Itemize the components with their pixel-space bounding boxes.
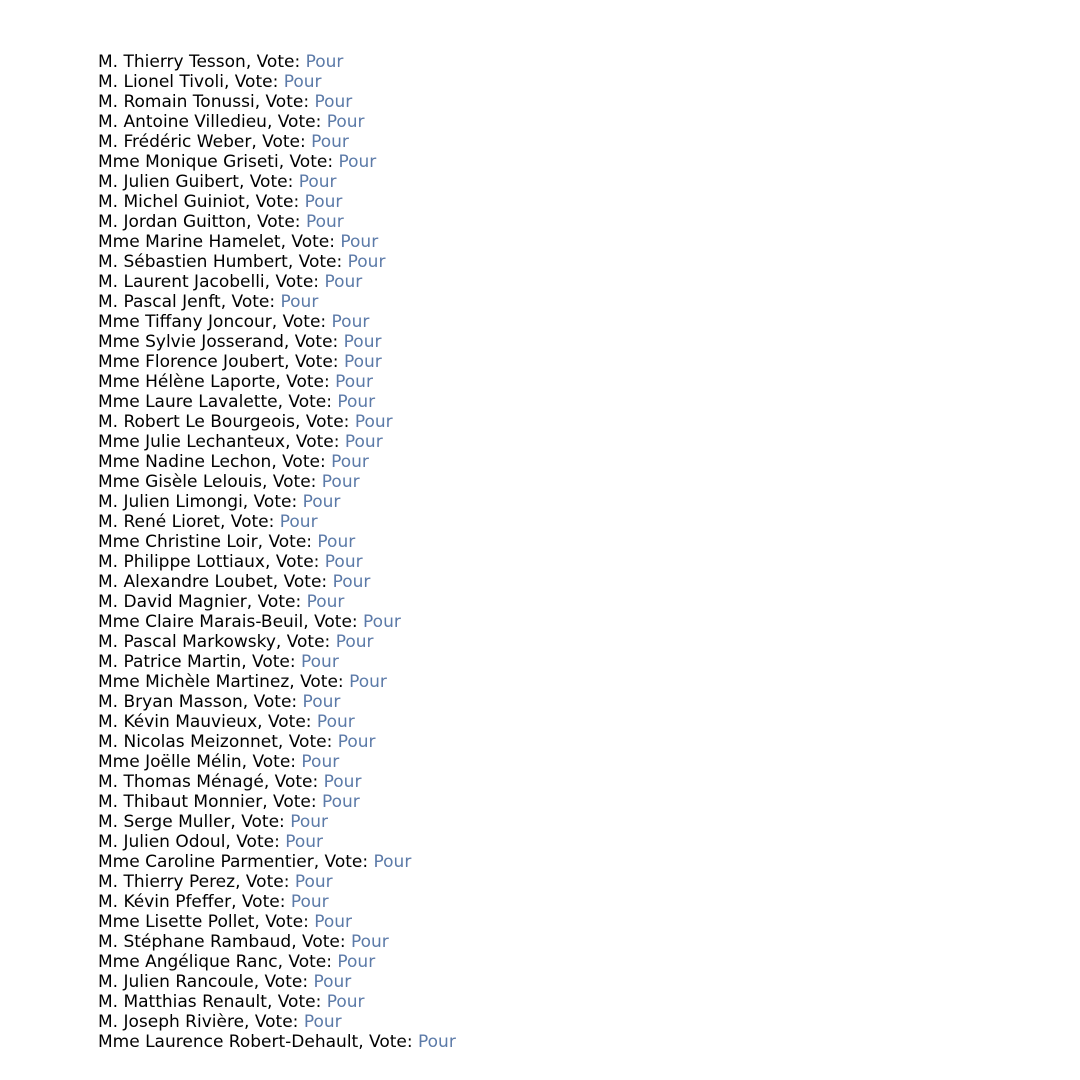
vote-label: Vote: [288, 952, 338, 972]
voter-name: M. René Lioret [98, 512, 220, 532]
vote-row [98, 552, 456, 572]
vote-separator: , [253, 972, 265, 992]
vote-row [98, 412, 456, 432]
vote-label: Vote: [249, 172, 299, 192]
voter-name: M. Alexandre Loubet [98, 572, 273, 592]
vote-label: Vote: [262, 132, 312, 152]
vote-value: Pour [305, 212, 344, 232]
vote-separator: , [266, 992, 278, 1012]
vote-row [98, 492, 456, 512]
voter-name: Mme Marine Hamelet [98, 232, 281, 252]
voter-name: M. Julien Limongi [98, 492, 243, 512]
voter-name: Mme Christine Loir [98, 532, 258, 552]
vote-label: Vote: [231, 292, 281, 312]
vote-value: Pour [331, 452, 369, 472]
voter-name: Mme Hélène Laporte [98, 372, 276, 392]
voter-name: M. Jordan Guitton [98, 212, 247, 232]
vote-label: Vote: [257, 592, 307, 612]
voter-name: M. Thibaut Monnier [98, 792, 263, 812]
vote-row [98, 852, 456, 872]
vote-row [98, 932, 456, 952]
vote-value: Pour [302, 492, 341, 512]
vote-separator: , [245, 52, 257, 72]
vote-value: Pour [321, 472, 360, 492]
vote-separator: , [254, 92, 266, 112]
vote-label: Vote: [274, 772, 324, 792]
vote-separator: , [241, 652, 253, 672]
vote-value: Pour [303, 1012, 342, 1032]
voter-name: M. David Magnier [98, 592, 247, 612]
voter-name: M. Frédéric Weber [98, 132, 252, 152]
vote-value: Pour [343, 332, 382, 352]
voter-name: Mme Julie Lechanteux [98, 432, 286, 452]
voter-name: Mme Nadine Lechon [98, 452, 272, 472]
vote-row [98, 672, 456, 692]
voter-name: M. Philippe Lottiaux [98, 552, 265, 572]
vote-label: Vote: [298, 252, 348, 272]
vote-value: Pour [363, 612, 401, 632]
vote-row [98, 652, 456, 672]
vote-label: Vote: [273, 792, 322, 812]
vote-value: Pour [338, 152, 377, 172]
voter-name: M. Romain Tonussi [98, 92, 255, 112]
vote-label: Vote: [277, 112, 327, 132]
vote-label: Vote: [252, 752, 302, 772]
vote-separator: , [251, 132, 263, 152]
vote-row [98, 172, 456, 192]
voter-name: M. Robert Le Bourgeois [98, 412, 296, 432]
vote-value: Pour [337, 732, 376, 752]
voter-name: M. Julien Rancoule [98, 972, 254, 992]
vote-row [98, 772, 456, 792]
vote-separator: , [238, 172, 250, 192]
vote-separator: , [225, 832, 237, 852]
vote-separator: , [285, 432, 296, 452]
vote-separator: , [295, 412, 306, 432]
vote-separator: , [242, 492, 254, 512]
vote-label: Vote: [241, 892, 291, 912]
vote-separator: , [265, 552, 276, 572]
vote-value: Pour [316, 712, 355, 732]
vote-row [98, 212, 456, 232]
vote-label: Vote: [253, 492, 303, 512]
vote-separator: , [246, 592, 258, 612]
vote-value: Pour [324, 272, 363, 292]
vote-row [98, 232, 456, 252]
vote-label: Vote: [324, 852, 374, 872]
vote-row [98, 1032, 456, 1052]
vote-label: Vote: [282, 312, 332, 332]
vote-separator: , [257, 532, 269, 552]
vote-row [98, 192, 456, 212]
vote-label: Vote: [294, 352, 344, 372]
vote-value: Pour [294, 872, 333, 892]
vote-separator: , [263, 772, 275, 792]
vote-separator: , [275, 372, 287, 392]
voter-name: Mme Claire Marais-Beuil [98, 612, 304, 632]
vote-separator: , [244, 1012, 255, 1032]
vote-row [98, 292, 456, 312]
vote-row [98, 432, 456, 452]
vote-value: Pour [326, 992, 365, 1012]
vote-row [98, 792, 456, 812]
voter-name: M. Bryan Masson [98, 692, 243, 712]
vote-row [98, 632, 456, 652]
vote-value: Pour [344, 432, 383, 452]
vote-label: Vote: [369, 1032, 418, 1052]
vote-row [98, 532, 456, 552]
vote-label: Vote: [236, 832, 286, 852]
vote-label: Vote: [288, 732, 338, 752]
vote-value: Pour [301, 752, 340, 772]
vote-separator: , [277, 952, 289, 972]
vote-separator: , [244, 192, 256, 212]
vote-row [98, 152, 456, 172]
vote-value: Pour [290, 812, 328, 832]
vote-separator: , [283, 332, 295, 352]
vote-label: Vote: [241, 812, 291, 832]
vote-row [98, 372, 456, 392]
vote-separator: , [272, 572, 284, 592]
vote-separator: , [264, 272, 276, 292]
voter-name: M. Thierry Perez [98, 872, 236, 892]
vote-row [98, 592, 456, 612]
vote-label: Vote: [277, 992, 327, 1012]
vote-separator: , [280, 232, 292, 252]
vote-separator: , [287, 252, 299, 272]
vote-separator: , [242, 692, 254, 712]
vote-label: Vote: [302, 932, 351, 952]
voter-name: M. Michel Guiniot [98, 192, 245, 212]
voter-name: M. Laurent Jacobelli [98, 272, 265, 292]
vote-label: Vote: [245, 872, 295, 892]
vote-separator: , [257, 712, 268, 732]
vote-row [98, 92, 456, 112]
vote-label: Vote: [291, 232, 341, 252]
vote-value: Pour [280, 292, 319, 312]
vote-value: Pour [343, 352, 382, 372]
voter-name: M. Serge Muller [98, 812, 231, 832]
vote-separator: , [313, 852, 325, 872]
vote-value: Pour [301, 652, 339, 672]
voter-name: M. Joseph Rivière [98, 1012, 245, 1032]
voter-name: M. Julien Guibert [98, 172, 239, 192]
vote-value: Pour [350, 932, 389, 952]
vote-separator: , [223, 72, 235, 92]
vote-row [98, 912, 456, 932]
vote-row [98, 712, 456, 732]
vote-separator: , [291, 932, 303, 952]
vote-value: Pour [354, 412, 393, 432]
vote-label: Vote: [295, 432, 345, 452]
vote-row [98, 112, 456, 132]
vote-row [98, 872, 456, 892]
vote-separator: , [277, 392, 289, 412]
vote-value: Pour [305, 52, 344, 72]
voter-name: M. Sébastien Humbert [98, 252, 288, 272]
vote-label: Vote: [272, 472, 322, 492]
vote-value: Pour [306, 592, 345, 612]
vote-separator: , [235, 872, 246, 892]
vote-separator: , [277, 732, 289, 752]
vote-separator: , [230, 812, 242, 832]
voter-name: M. Kévin Mauvieux [98, 712, 258, 732]
vote-value: Pour [298, 172, 337, 192]
vote-label: Vote: [264, 972, 314, 992]
vote-row [98, 52, 456, 72]
vote-row [98, 972, 456, 992]
vote-value: Pour [335, 372, 373, 392]
vote-label: Vote: [314, 612, 364, 632]
voter-name: Mme Angélique Ranc [98, 952, 278, 972]
vote-label: Vote: [275, 272, 325, 292]
voter-name: Mme Laurence Robert-Dehault [98, 1032, 359, 1052]
vote-label: Vote: [288, 392, 338, 412]
vote-label: Vote: [252, 652, 301, 672]
vote-label: Vote: [305, 412, 355, 432]
vote-separator: , [289, 672, 301, 692]
voter-name: Mme Lisette Pollet [98, 912, 255, 932]
vote-row [98, 1012, 456, 1032]
vote-row [98, 732, 456, 752]
vote-separator: , [275, 632, 287, 652]
vote-value: Pour [349, 672, 387, 692]
vote-value: Pour [321, 792, 360, 812]
vote-value: Pour [304, 192, 343, 212]
vote-separator: , [278, 152, 290, 172]
vote-row [98, 952, 456, 972]
voter-name: Mme Joëlle Mélin [98, 752, 242, 772]
vote-row [98, 692, 456, 712]
vote-label: Vote: [230, 512, 280, 532]
vote-value: Pour [335, 632, 374, 652]
vote-label: Vote: [283, 572, 333, 592]
vote-row [98, 572, 456, 592]
voter-name: M. Matthias Renault [98, 992, 267, 1012]
vote-value: Pour [418, 1032, 456, 1052]
vote-value: Pour [324, 552, 363, 572]
vote-value: Pour [373, 852, 412, 872]
vote-label: Vote: [289, 152, 339, 172]
vote-value: Pour [283, 72, 322, 92]
vote-value: Pour [279, 512, 318, 532]
vote-value: Pour [290, 892, 329, 912]
vote-value: Pour [314, 912, 353, 932]
voter-name: Mme Caroline Parmentier [98, 852, 314, 872]
vote-value: Pour [337, 392, 376, 412]
vote-value: Pour [331, 312, 370, 332]
vote-row [98, 332, 456, 352]
voter-name: M. Antoine Villedieu [98, 112, 267, 132]
voter-name: M. Patrice Martin [98, 652, 242, 672]
vote-value: Pour [311, 132, 349, 152]
vote-label: Vote: [234, 72, 284, 92]
vote-row [98, 612, 456, 632]
vote-row [98, 472, 456, 492]
vote-row [98, 272, 456, 292]
vote-row [98, 72, 456, 92]
vote-separator: , [246, 212, 257, 232]
vote-row [98, 452, 456, 472]
vote-row [98, 352, 456, 372]
vote-label: Vote: [275, 552, 325, 572]
vote-label: Vote: [268, 532, 318, 552]
vote-value: Pour [314, 92, 353, 112]
voter-name: M. Thierry Tesson [98, 52, 246, 72]
vote-row [98, 812, 456, 832]
vote-row [98, 832, 456, 852]
vote-value: Pour [340, 232, 379, 252]
vote-separator: , [303, 612, 315, 632]
vote-label: Vote: [254, 1012, 304, 1032]
voter-name: M. Pascal Markowsky [98, 632, 276, 652]
vote-row [98, 252, 456, 272]
voter-name: Mme Monique Griseti [98, 152, 279, 172]
vote-separator: , [231, 892, 242, 912]
vote-value: Pour [323, 772, 362, 792]
vote-label: Vote: [300, 672, 350, 692]
vote-separator: , [271, 312, 283, 332]
vote-list [98, 52, 456, 1052]
voter-name: M. Stéphane Rambaud [98, 932, 292, 952]
vote-value: Pour [347, 252, 386, 272]
vote-label: Vote: [265, 912, 315, 932]
vote-separator: , [220, 292, 232, 312]
voter-name: Mme Michèle Martinez [98, 672, 290, 692]
voter-name: M. Nicolas Meizonnet [98, 732, 278, 752]
vote-label: Vote: [265, 92, 315, 112]
vote-separator: , [271, 452, 283, 472]
vote-row [98, 312, 456, 332]
vote-separator: , [358, 1032, 370, 1052]
vote-label: Vote: [255, 192, 305, 212]
vote-value: Pour [313, 972, 352, 992]
vote-row [98, 512, 456, 532]
voter-name: M. Julien Odoul [98, 832, 226, 852]
vote-label: Vote: [256, 52, 306, 72]
vote-row [98, 392, 456, 412]
vote-separator: , [266, 112, 278, 132]
vote-value: Pour [337, 952, 376, 972]
vote-label: Vote: [256, 212, 306, 232]
vote-separator: , [254, 912, 266, 932]
vote-row [98, 132, 456, 152]
vote-separator: , [241, 752, 253, 772]
vote-separator: , [262, 472, 273, 492]
vote-value: Pour [285, 832, 324, 852]
voter-name: Mme Sylvie Josserand [98, 332, 284, 352]
voter-name: Mme Laure Lavalette [98, 392, 278, 412]
voter-name: M. Thomas Ménagé [98, 772, 264, 792]
voter-name: M. Kévin Pfeffer [98, 892, 232, 912]
voter-name: M. Pascal Jenft [98, 292, 221, 312]
vote-label: Vote: [253, 692, 303, 712]
vote-row [98, 892, 456, 912]
vote-label: Vote: [286, 372, 336, 392]
vote-value: Pour [317, 532, 356, 552]
voter-name: Mme Tiffany Joncour [98, 312, 272, 332]
voter-name: M. Lionel Tivoli [98, 72, 224, 92]
vote-label: Vote: [282, 452, 332, 472]
vote-row [98, 992, 456, 1012]
voter-name: Mme Gisèle Lelouis [98, 472, 262, 492]
vote-value: Pour [302, 692, 341, 712]
vote-value: Pour [326, 112, 365, 132]
voter-name: Mme Florence Joubert [98, 352, 285, 372]
vote-separator: , [262, 792, 274, 812]
vote-label: Vote: [267, 712, 317, 732]
vote-row [98, 752, 456, 772]
vote-separator: , [284, 352, 295, 372]
vote-value: Pour [332, 572, 371, 592]
vote-label: Vote: [286, 632, 336, 652]
vote-label: Vote: [294, 332, 344, 352]
vote-separator: , [219, 512, 231, 532]
